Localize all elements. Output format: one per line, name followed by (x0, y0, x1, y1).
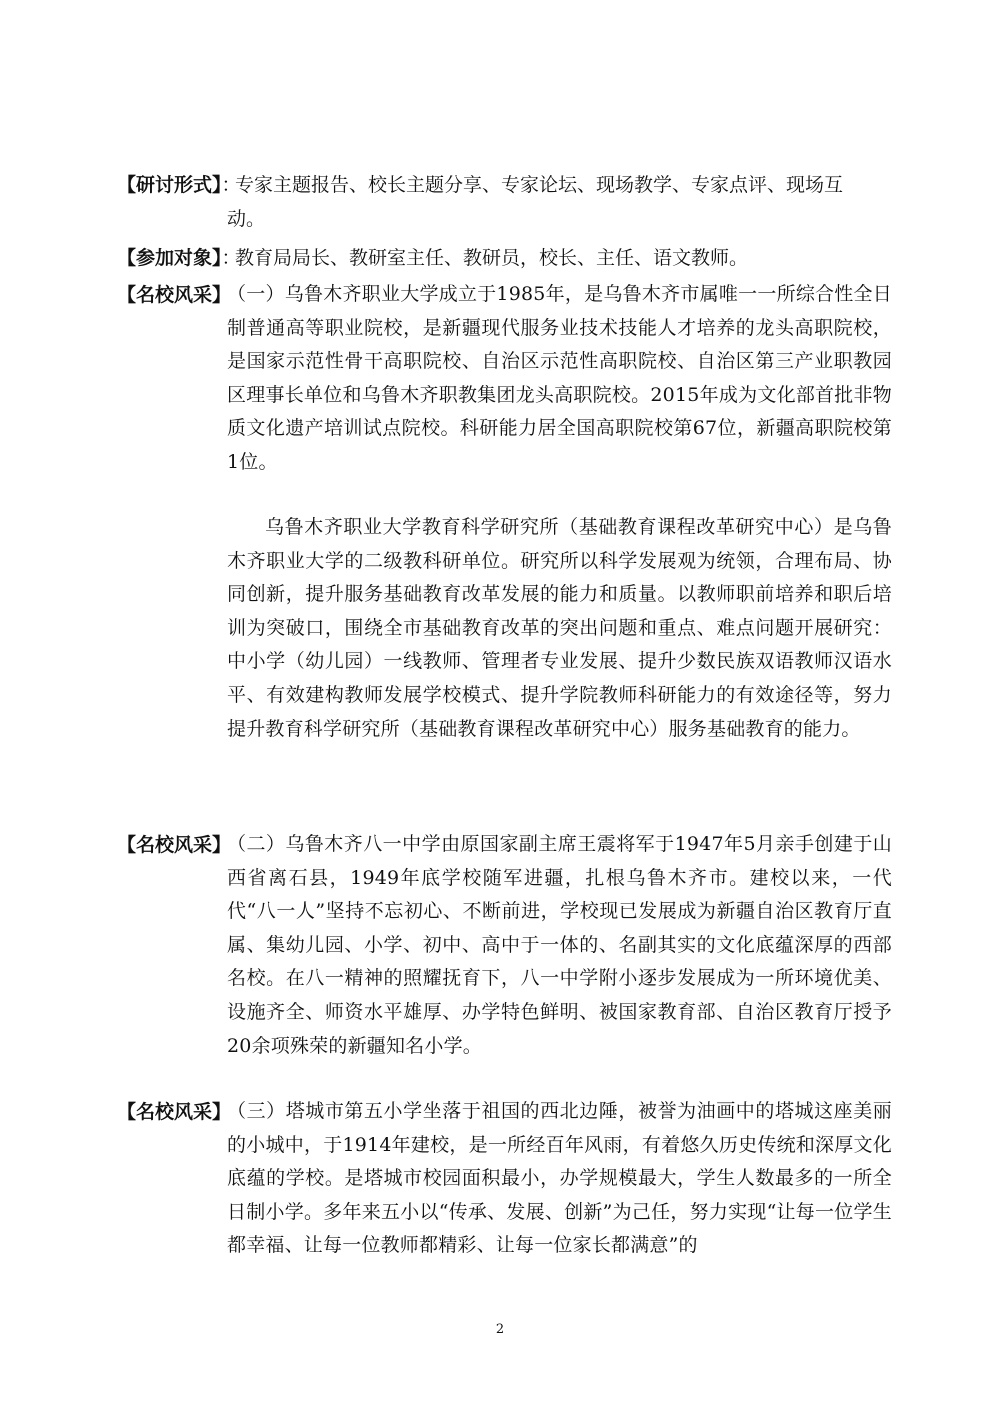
section-school-2 (117, 828, 892, 1068)
school-3-paragraph: （三）塔城市第五小学坐落于祖国的西北边陲，被誉为油画中的塔城这座美丽的小城中，于1914年建校，是一所经百年风雨，有着悠久历史传统和深厚文化底蕴的学校。是塔城市校园面积最小，办学规模最大，学生人数最多的一所全日制小学。多年来五小以“传承、发展、创新”为己任，努力实现“让每一位学生都幸福、让每一位教师都精彩、让每一位家长都满意”的 (227, 1100, 892, 1257)
school-1-paragraph-1: （一）乌鲁木齐职业大学成立于1985年，是乌鲁木齐市属唯一一所综合性全日制普通高等职业院校，是新疆现代服务业技术技能人才培养的龙头高职院校，是国家示范性骨干高职院校、自治区示范性高职院校、自治区第三产业职教园区理事长单位和乌鲁木齐职教集团龙头高职院校。2015年成为文化部首批非物质文化遗产培训试点院校。科研能力居全国高职院校第67位，新疆高职院校第1位。 (227, 283, 892, 473)
page-number: 2 (495, 1322, 505, 1337)
section-school-1 (117, 278, 892, 788)
format-text-line-1: 专家主题报告、校长主题分享、专家论坛、现场教学、专家点评、现场互 (235, 174, 844, 196)
school-1-label: 【名校风采】 (117, 284, 232, 306)
audience-label (117, 241, 241, 275)
school-2-label: 【名校风采】 (117, 834, 232, 856)
section-audience (117, 241, 892, 277)
section-school-3 (117, 1095, 892, 1275)
format-label (117, 168, 241, 202)
audience-text: 教育局局长、教研室主任、教研员，校长、主任、语文教师。 (235, 247, 749, 269)
school-1-paragraph-2: 乌鲁木齐职业大学教育科学研究所（基础教育课程改革研究中心）是乌鲁木齐职业大学的二级教科研单位。研究所以科学发展观为统领，合理布局、协同创新，提升服务基础教育改革发展的能力和质量。以教师职前培养和职后培训为突破口，围绕全市基础教育改革的突出问题和重点、难点问题开展研究：中小学（幼儿园）一线教师、管理者专业发展、提升少数民族双语教师汉语水平、有效建构教师发展学校模式、提升学院教师科研能力的有效途径等，努力提升教育科学研究所（基础教育课程改革研究中心）服务基础教育的能力。 (227, 516, 892, 740)
format-label-text: 【研讨形式】 (117, 174, 222, 196)
format-colon: ： (221, 174, 241, 196)
section-format (117, 168, 892, 238)
school-2-paragraph: （二）乌鲁木齐八一中学由原国家副主席王震将军于1947年5月亲手创建于山西省离石县，1949年底学校随军进疆，扎根乌鲁木齐市。建校以来，一代代“八一人”坚持不忘初心、不断前进，学校现已发展成为新疆自治区教育厅直属、集幼儿园、小学、初中、高中于一体的、名副其实的文化底蕴深厚的西部名校。在八一精神的照耀抚育下，八一中学附小逐步发展成为一所环境优美、设施齐全、师资水平雄厚、办学特色鲜明、被国家教育部、自治区教育厅授予20余项殊荣的新疆知名小学。 (227, 833, 892, 1057)
format-text-line-2: 动。 (227, 208, 266, 230)
audience-colon: ： (221, 247, 241, 269)
audience-label-text: 【参加对象】 (117, 247, 222, 269)
school-3-label: 【名校风采】 (117, 1101, 232, 1123)
